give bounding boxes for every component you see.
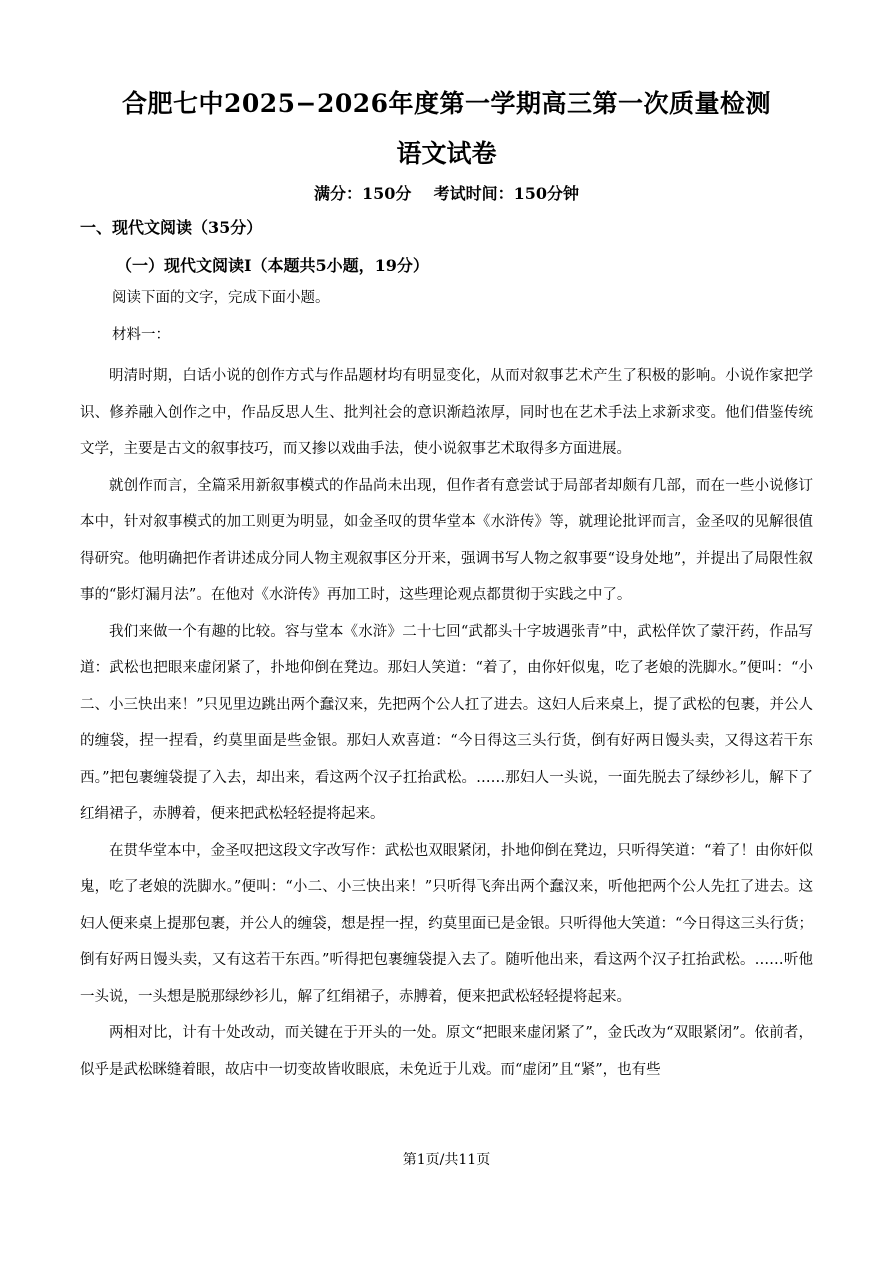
passage-paragraph: 就创作而言，全篇采用新叙事模式的作品尚未出现，但作者有意尝试于局部者却颇有几部，而在一些小说修订本中，针对叙事模式的加工则更为明显，如金圣叹的贯华堂本《水浒传》等，就理论批评而言，金圣叹的见解很值得研究。他明确把作者讲述成分同人物主观叙事区分开来，强调书写人物之叙事要“设身处地”，并提出了局限性叙事的“影灯漏月法”。在他对《水浒传》再加工时，这些理论观点都贯彻于实践之中了。	[80, 477, 813, 603]
passage-paragraph: 我们来做一个有趣的比较。容与堂本《水浒》二十七回“武都头十字坡遇张青”中，武松佯饮了蒙汗药，作品写道：武松也把眼来虚闭紧了，扑地仰倒在凳边。那妇人笑道：“着了，由你奸似鬼，吃了老娘的洗脚水。”便叫：“小二、小三快出来！”只见里边跳出两个蠢汉来，先把两个公人扛了进去。这妇人后来桌上，提了武松的包裹，并公人的缠袋，捏一捏看，约莫里面是些金银。那妇人欢喜道：“今日得这三头行货，倒有好两日馒头卖，又得这若干东西。”把包裹缠袋提了入去，却出来，看这两个汉子扛抬武松。……那妇人一头说，一面先脱去了绿纱衫儿，解下了红绢裙子，赤膊着，便来把武松轻轻提将起来。	[80, 623, 813, 822]
subsection-heading: （一）现代文阅读Ⅰ（本题共5小题，19分）	[116, 256, 429, 275]
passage-paragraph: 在贯华堂本中，金圣叹把这段文字改写作：武松也双眼紧闭，扑地仰倒在凳边，只听得笑道：“着了！由你奸似鬼，吃了老娘的洗脚水。”便叫：“小二、小三快出来！”只听得飞奔出两个蠢汉来，听他把两个公人先扛了进去。这妇人便来桌上提那包裹，并公人的缠袋，想是捏一捏，约莫里面已是金银。只听得他大笑道：“今日得这三头行货；倒有好两日馒头卖，又有这若干东西。”听得把包裹缠袋提入去了。随听他出来，看这两个汉子扛抬武松。……听他一头说，一头想是脱那绿纱衫儿，解了红绢裙子，赤膊着，便来把武松轻轻提将起来。	[80, 842, 813, 1005]
passage-paragraph: 两相对比，计有十处改动，而关键在于开头的一处。原文“把眼来虚闭紧了”，金氏改为“双眼紧闭”。依前者，似乎是武松眯缝着眼，故店中一切变故皆收眼底，未免近于儿戏。而“虚闭”且“紧”，也有些	[80, 1025, 813, 1078]
page-indicator: 第1页/共11页	[402, 1152, 491, 1168]
passage-body	[80, 358, 813, 1088]
section-heading: 一、现代文阅读（35分）	[80, 218, 263, 237]
full-score: 满分：150分	[313, 184, 412, 203]
exam-title: 合肥七中2025−2026年度第一学期高三第一次质量检测	[121, 89, 772, 118]
reading-instruction: 阅读下面的文字，完成下面小题。	[112, 290, 330, 306]
material-label: 材料一：	[112, 327, 170, 343]
passage-paragraph: 明清时期，白话小说的创作方式与作品题材均有明显变化，从而对叙事艺术产生了积极的影响。小说作家把学识、修养融入创作之中，作品反思人生、批判社会的意识渐趋浓厚，同时也在艺术手法上求新求变。他们借鉴传统文学，主要是古文的叙事技巧，而又掺以戏曲手法，使小说叙事艺术取得多方面进展。	[80, 368, 813, 457]
exam-meta	[0, 182, 893, 206]
exam-subject-title: 语文试卷	[396, 139, 497, 168]
exam-time: 考试时间：150分钟	[433, 184, 580, 203]
